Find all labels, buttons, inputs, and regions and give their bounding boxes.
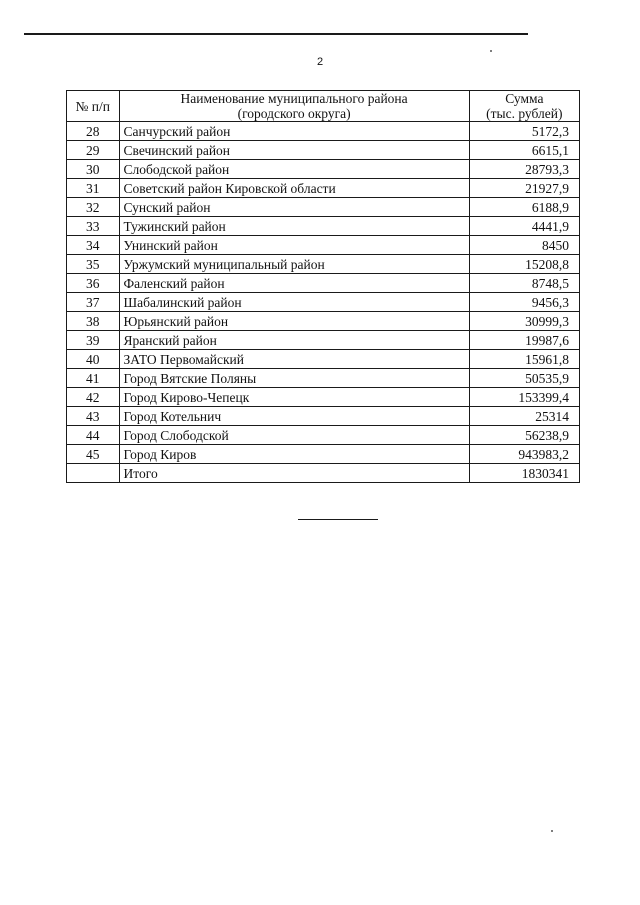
- row-name: Город Вятские Поляны: [119, 369, 469, 388]
- total-num: [67, 464, 120, 483]
- header-sum-line2: (тыс. рублей): [486, 106, 563, 121]
- table-row: [67, 293, 580, 312]
- total-label: Итого: [119, 464, 469, 483]
- total-sum: 1830341: [469, 464, 579, 483]
- table-row: [67, 445, 580, 464]
- header-name-line2: (городского округа): [237, 106, 351, 121]
- header-row: [67, 91, 580, 122]
- row-num: 40: [67, 350, 120, 369]
- table-row: [67, 312, 580, 331]
- row-sum: 50535,9: [469, 369, 579, 388]
- row-name: Советский район Кировской области: [119, 179, 469, 198]
- row-name: Юрьянский район: [119, 312, 469, 331]
- table-row: [67, 407, 580, 426]
- row-sum: 9456,3: [469, 293, 579, 312]
- row-name: Город Котельнич: [119, 407, 469, 426]
- end-rule: [298, 519, 378, 520]
- row-sum: 6188,9: [469, 198, 579, 217]
- table-row: [67, 160, 580, 179]
- row-num: 30: [67, 160, 120, 179]
- table-row: [67, 255, 580, 274]
- row-name: Город Киров: [119, 445, 469, 464]
- table-row: [67, 426, 580, 445]
- row-num: 31: [67, 179, 120, 198]
- row-sum: 153399,4: [469, 388, 579, 407]
- table-row: [67, 369, 580, 388]
- table-row: [67, 331, 580, 350]
- row-num: 38: [67, 312, 120, 331]
- row-num: 28: [67, 122, 120, 141]
- table-row: [67, 122, 580, 141]
- total-row: [67, 464, 580, 483]
- header-num: № п/п: [67, 91, 120, 122]
- row-sum: 8450: [469, 236, 579, 255]
- row-name: Уржумский муниципальный район: [119, 255, 469, 274]
- header-sum: [469, 91, 579, 122]
- row-name: Тужинский район: [119, 217, 469, 236]
- row-sum: 28793,3: [469, 160, 579, 179]
- table-row: [67, 236, 580, 255]
- row-num: 43: [67, 407, 120, 426]
- row-num: 34: [67, 236, 120, 255]
- row-name: Город Слободской: [119, 426, 469, 445]
- row-name: Сунский район: [119, 198, 469, 217]
- row-num: 42: [67, 388, 120, 407]
- header-name-line1: Наименование муниципального района: [180, 91, 408, 106]
- table-row: [67, 388, 580, 407]
- row-sum: 21927,9: [469, 179, 579, 198]
- row-num: 32: [67, 198, 120, 217]
- row-num: 33: [67, 217, 120, 236]
- page-number: 2: [316, 56, 324, 68]
- row-sum: 56238,9: [469, 426, 579, 445]
- row-name: Слободской район: [119, 160, 469, 179]
- row-sum: 15208,8: [469, 255, 579, 274]
- row-sum: 25314: [469, 407, 579, 426]
- row-num: 41: [67, 369, 120, 388]
- row-num: 44: [67, 426, 120, 445]
- row-num: 39: [67, 331, 120, 350]
- row-num: 45: [67, 445, 120, 464]
- budget-table: [66, 90, 580, 483]
- table-row: [67, 217, 580, 236]
- row-sum: 5172,3: [469, 122, 579, 141]
- row-num: 37: [67, 293, 120, 312]
- row-sum: 19987,6: [469, 331, 579, 350]
- row-name: Санчурский район: [119, 122, 469, 141]
- scan-speck: [490, 50, 492, 52]
- row-name: Унинский район: [119, 236, 469, 255]
- table-row: [67, 179, 580, 198]
- row-name: Шабалинский район: [119, 293, 469, 312]
- row-num: 35: [67, 255, 120, 274]
- table-row: [67, 141, 580, 160]
- table-row: [67, 274, 580, 293]
- row-num: 36: [67, 274, 120, 293]
- row-num: 29: [67, 141, 120, 160]
- table-row: [67, 198, 580, 217]
- top-rule: [24, 33, 528, 35]
- scan-speck: [551, 830, 553, 832]
- header-sum-line1: Сумма: [505, 91, 544, 106]
- row-sum: 4441,9: [469, 217, 579, 236]
- row-name: ЗАТО Первомайский: [119, 350, 469, 369]
- header-name: [119, 91, 469, 122]
- row-sum: 8748,5: [469, 274, 579, 293]
- table-row: [67, 350, 580, 369]
- row-name: Яранский район: [119, 331, 469, 350]
- row-sum: 15961,8: [469, 350, 579, 369]
- row-sum: 6615,1: [469, 141, 579, 160]
- row-name: Фаленский район: [119, 274, 469, 293]
- row-name: Город Кирово-Чепецк: [119, 388, 469, 407]
- row-sum: 943983,2: [469, 445, 579, 464]
- row-sum: 30999,3: [469, 312, 579, 331]
- row-name: Свечинский район: [119, 141, 469, 160]
